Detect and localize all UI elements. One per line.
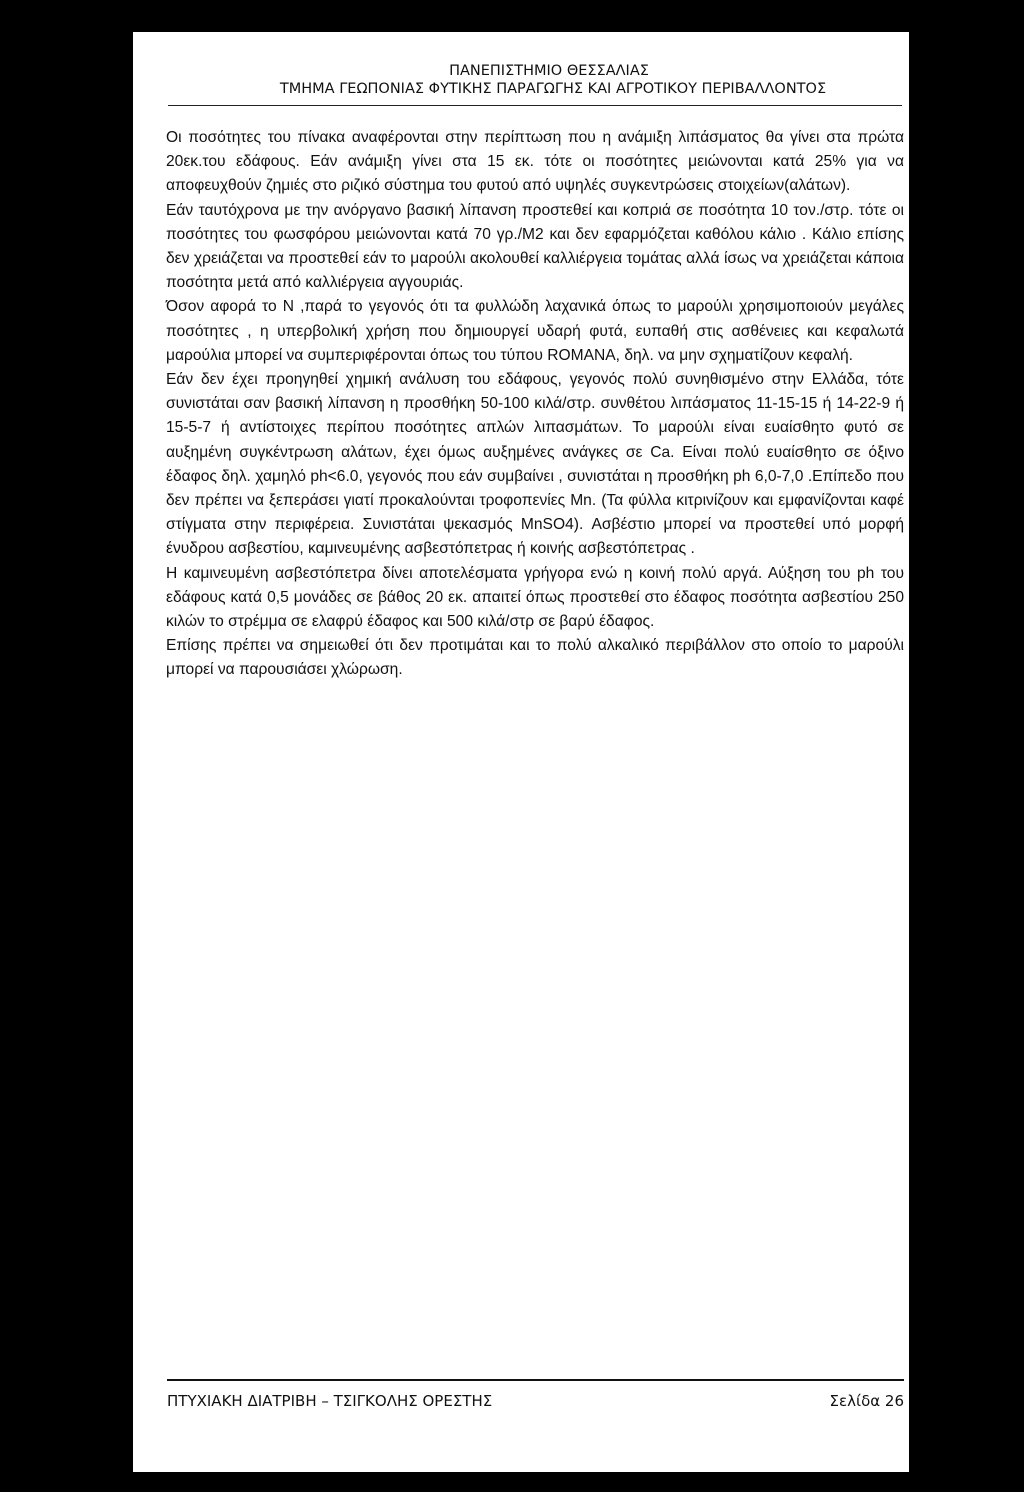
page-header <box>133 62 909 98</box>
university-name: ΠΑΝΕΠΙΣΤΗΜΙΟ ΘΕΣΣΑΛΙΑΣ <box>449 63 649 79</box>
paragraph: Η καμινευμένη ασβεστόπετρα δίνει αποτελέσματα γρήγορα ενώ η κοινή πολύ αργά. Αύξηση του ph του εδάφους κατά 0,5 μονάδες σε βάθος 20 εκ. απαιτεί όπως προστεθεί στο έδαφος ποσότητα ασβεστίου 250 κιλών το στρέμμα σε ελαφρύ έδαφος και 500 κιλά/στρ σε βαρύ έδαφος. <box>166 564 904 631</box>
footer-divider <box>167 1379 904 1384</box>
paragraph: Όσον αφορά το Ν ,παρά το γεγονός ότι τα φυλλώδη λαχανικά όπως το μαρούλι χρησιμοποιούν μεγάλες ποσότητες , η υπερβολική χρήση που δημιουργεί υδαρή φυτά, ευπαθή στις ασθένειες και κεφαλωτά μαρούλια μπορεί να συμπεριφέρονται όπως του τύπου ROMANA, δηλ. να μην σχηματίζουν κεφαλή. <box>166 298 904 364</box>
footer-thesis-author: ΠΤΥΧΙΑΚΗ ΔΙΑΤΡΙΒΗ – ΤΣΙΓΚΟΛΗΣ ΟΡΕΣΤΗΣ <box>167 1392 493 1410</box>
document-page <box>133 32 909 1472</box>
department-name: ΤΜΗΜΑ ΓΕΩΠΟΝΙΑΣ ΦΥΤΙΚΗΣ ΠΑΡΑΓΩΓΗΣ ΚΑΙ ΑΓΡΟΤΙΚΟΥ ΠΕΡΙΒΑΛΛΟΝΤΟΣ <box>279 81 827 97</box>
paragraph: Επίσης πρέπει να σημειωθεί ότι δεν προτιμάται και το πολύ αλκαλικό περιβάλλον στο οποίο το μαρούλι μπορεί να παρουσιάσει χλώρωση. <box>166 637 904 679</box>
paragraph: Εάν δεν έχει προηγηθεί χημική ανάλυση του εδάφους, γεγονός πολύ συνηθισμένο στην Ελλάδα, τότε συνιστάται σαν βασική λίπανση η προσθήκη 50-100 κιλά/στρ. συνθέτου λιπάσματος 11-15-15 ή 14-22-9 ή 15-5-7 ή αντίστοιχες περίπου ποσότητες απλών λιπασμάτων. Το μαρούλι είναι ευαίσθητο φυτό σε αυξημένη συγκέντρωση αλάτων, έχει όμως αυξημένες ανάγκες σε Ca. Είναι πολύ ευαίσθητο σε όξινο έδαφος δηλ. χαμηλό ph<6.0, γεγονός που εάν συμβαίνει , συνιστάται η προσθήκη ph 6,0-7,0 .Επίπεδο που δεν πρέπει να ξεπεράσει γιατί προκαλούνται τροφοπενίες Mn. (Τα φύλλα κιτρινίζουν και εμφανίζονται καφέ στίγματα στην περιφέρεια. Συνιστάται ψεκασμός MnSO4). Ασβέστιο μπορεί να προστεθεί υπό μορφή ένυδρου ασβεστίου, καμινευμένης ασβεστόπετρας ή κοινής ασβεστόπετρας . <box>166 371 904 558</box>
paragraph: Οι ποσότητες του πίνακα αναφέρονται στην περίπτωση που η ανάμιξη λιπάσματος θα γίνει στα πρώτα 20εκ.του εδάφους. Εάν ανάμιξη γίνει στα 15 εκ. τότε οι ποσότητες μειώνονται κατά 25% για να αποφευχθούν ζημιές στο ριζικό σύστημα του φυτού από υψηλές συγκεντρώσεις στοιχείων(αλάτων). <box>166 129 904 195</box>
body-text <box>166 126 904 683</box>
paragraph: Εάν ταυτόχρονα με την ανόργανο βασική λίπανση προστεθεί και κοπριά σε ποσότητα 10 τον./στρ. τότε οι ποσότητες του φωσφόρου μειώνονται κατά 70 γρ./Μ2 και δεν εφαρμόζεται καθόλου κάλιο . Κάλιο επίσης δεν χρειάζεται να προστεθεί εάν το μαρούλι ακολουθεί καλλιέργεια τομάτας αλλά ίσως να χρειάζεται κάποια ποσότητα μετά από καλλιέργεια αγγουριάς. <box>166 201 904 292</box>
page-number: Σελίδα 26 <box>829 1392 904 1410</box>
header-divider <box>168 105 902 106</box>
